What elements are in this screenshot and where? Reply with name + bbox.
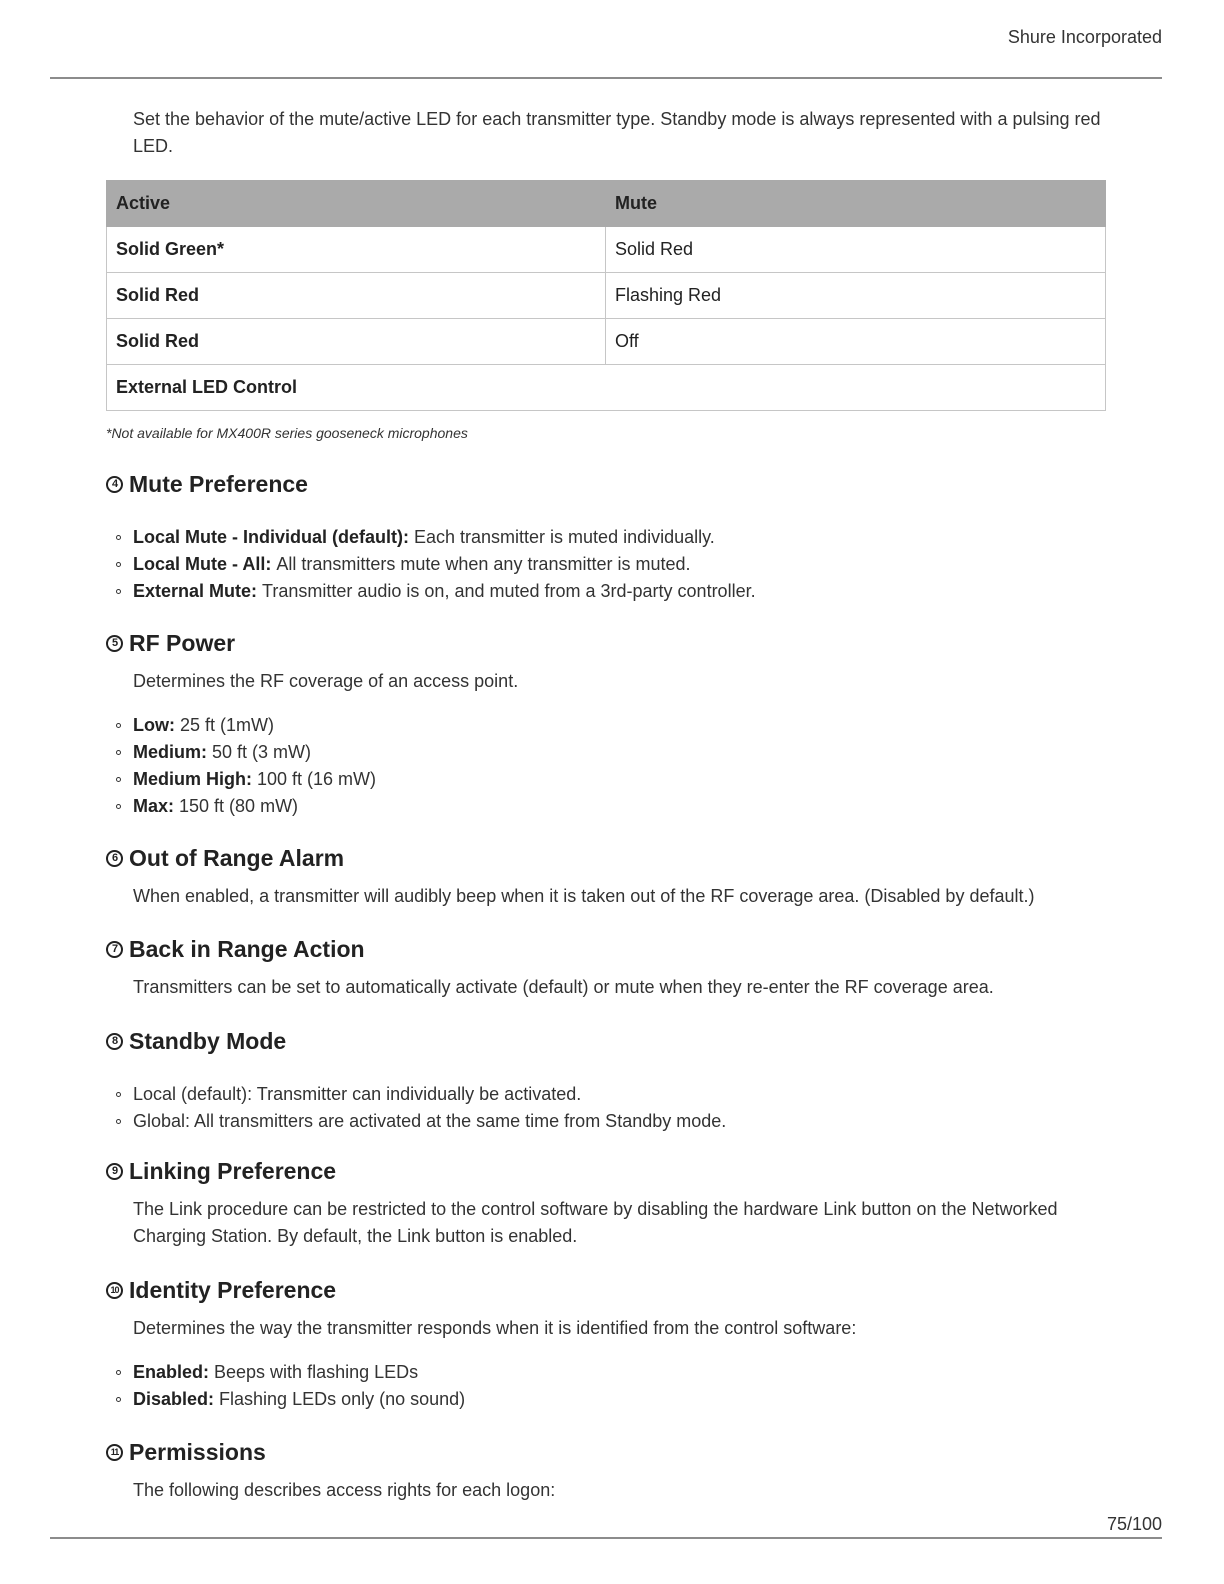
section-heading: [106, 628, 1106, 658]
mute-preference-list: [106, 524, 1106, 605]
list-item: Global: All transmitters are activated at the same time from Standby mode.: [116, 1108, 1106, 1135]
section-heading: [106, 1156, 1106, 1186]
table-row: [107, 319, 1106, 365]
table-cell-mute: Solid Red: [606, 227, 1106, 273]
table-cell-mute: Flashing Red: [606, 273, 1106, 319]
bullet-icon: [116, 589, 121, 594]
section-standby-mode: [106, 1026, 1106, 1135]
section-heading: [106, 1437, 1106, 1467]
table-cell-mute: Off: [606, 319, 1106, 365]
section-heading: [106, 1275, 1106, 1305]
number-8-icon: 8: [106, 1033, 123, 1050]
section-description: When enabled, a transmitter will audibly beep when it is taken out of the RF coverage area. (Disabled by default.): [133, 886, 1035, 906]
bullet-icon: [116, 804, 121, 809]
number-11-icon: 11: [106, 1444, 123, 1461]
identity-preference-list: [106, 1359, 1106, 1413]
table-cell-active: Solid Red: [107, 319, 606, 365]
bullet-icon: [116, 1119, 121, 1124]
section-title: Out of Range Alarm: [129, 845, 345, 871]
list-item: Max: 150 ft (80 mW): [116, 793, 1106, 820]
section-rf-power: [106, 628, 1106, 820]
section-heading: [106, 469, 1106, 499]
section-title: Linking Preference: [129, 1158, 337, 1184]
section-title: Standby Mode: [129, 1028, 287, 1054]
section-title: Mute Preference: [129, 471, 308, 497]
list-item: Enabled: Beeps with flashing LEDs: [116, 1359, 1106, 1386]
section-out-of-range: [106, 843, 1106, 910]
standby-mode-list: [106, 1081, 1106, 1135]
section-description: The following describes access rights for each logon:: [133, 1480, 556, 1500]
table-row: [107, 227, 1106, 273]
table-footnote: *Not available for MX400R series gooseneck microphones: [106, 425, 468, 441]
list-item: Medium High: 100 ft (16 mW): [116, 766, 1106, 793]
section-back-in-range: [106, 934, 1106, 1001]
section-heading: [106, 934, 1106, 964]
section-title: Permissions: [129, 1439, 266, 1465]
led-behavior-table: [106, 180, 1106, 411]
section-description: The Link procedure can be restricted to the control software by disabling the hardware Link button on the Networked Charging Station. By default, the Link button is enabled.: [133, 1199, 1058, 1246]
list-item: Low: 25 ft (1mW): [116, 712, 1106, 739]
bullet-icon: [116, 1092, 121, 1097]
rf-power-list: [106, 712, 1106, 820]
section-description: Transmitters can be set to automatically activate (default) or mute when they re-enter the RF coverage area.: [133, 977, 994, 997]
table-cell-external-led: External LED Control: [107, 365, 1106, 411]
section-linking-preference: [106, 1156, 1106, 1250]
section-description: Determines the way the transmitter responds when it is identified from the control software:: [133, 1318, 857, 1338]
number-6-icon: 6: [106, 850, 123, 867]
company-name: Shure Incorporated: [1007, 27, 1162, 47]
table-row: [107, 365, 1106, 411]
page-content: [106, 106, 1106, 1500]
page-header: [50, 0, 1162, 79]
table-header-mute: Mute: [606, 181, 1106, 227]
bullet-icon: [116, 777, 121, 782]
page-number: 75/100: [1106, 1514, 1162, 1534]
section-mute-preference: [106, 469, 1106, 605]
led-intro: Set the behavior of the mute/active LED for each transmitter type. Standby mode is always represented with a pulsing red LED.: [133, 109, 1101, 156]
section-title: RF Power: [129, 630, 236, 656]
bullet-icon: [116, 562, 121, 567]
section-heading: [106, 843, 1106, 873]
bullet-icon: [116, 750, 121, 755]
bullet-icon: [116, 1370, 121, 1375]
bullet-icon: [116, 1397, 121, 1402]
list-item: External Mute: Transmitter audio is on, and muted from a 3rd-party controller.: [116, 578, 1106, 605]
list-item: Local Mute - All: All transmitters mute when any transmitter is muted.: [116, 551, 1106, 578]
section-heading: [106, 1026, 1106, 1056]
table-row: [107, 273, 1106, 319]
page-footer-rule: [50, 1537, 1162, 1539]
section-title: Identity Preference: [129, 1277, 337, 1303]
section-description: Determines the RF coverage of an access point.: [133, 671, 519, 691]
number-10-icon: 10: [106, 1282, 123, 1299]
bullet-icon: [116, 535, 121, 540]
list-item: Medium: 50 ft (3 mW): [116, 739, 1106, 766]
list-item: Disabled: Flashing LEDs only (no sound): [116, 1386, 1106, 1413]
number-9-icon: 9: [106, 1163, 123, 1180]
number-5-icon: 5: [106, 635, 123, 652]
table-cell-active: Solid Green*: [107, 227, 606, 273]
bullet-icon: [116, 723, 121, 728]
table-header-active: Active: [107, 181, 606, 227]
list-item: Local Mute - Individual (default): Each transmitter is muted individually.: [116, 524, 1106, 551]
table-cell-active: Solid Red: [107, 273, 606, 319]
list-item: Local (default): Transmitter can individually be activated.: [116, 1081, 1106, 1108]
table-header-row: [107, 181, 1106, 227]
section-identity-preference: [106, 1275, 1106, 1413]
number-4-icon: 4: [106, 476, 123, 493]
section-permissions: [106, 1437, 1106, 1504]
number-7-icon: 7: [106, 941, 123, 958]
section-title: Back in Range Action: [129, 936, 365, 962]
